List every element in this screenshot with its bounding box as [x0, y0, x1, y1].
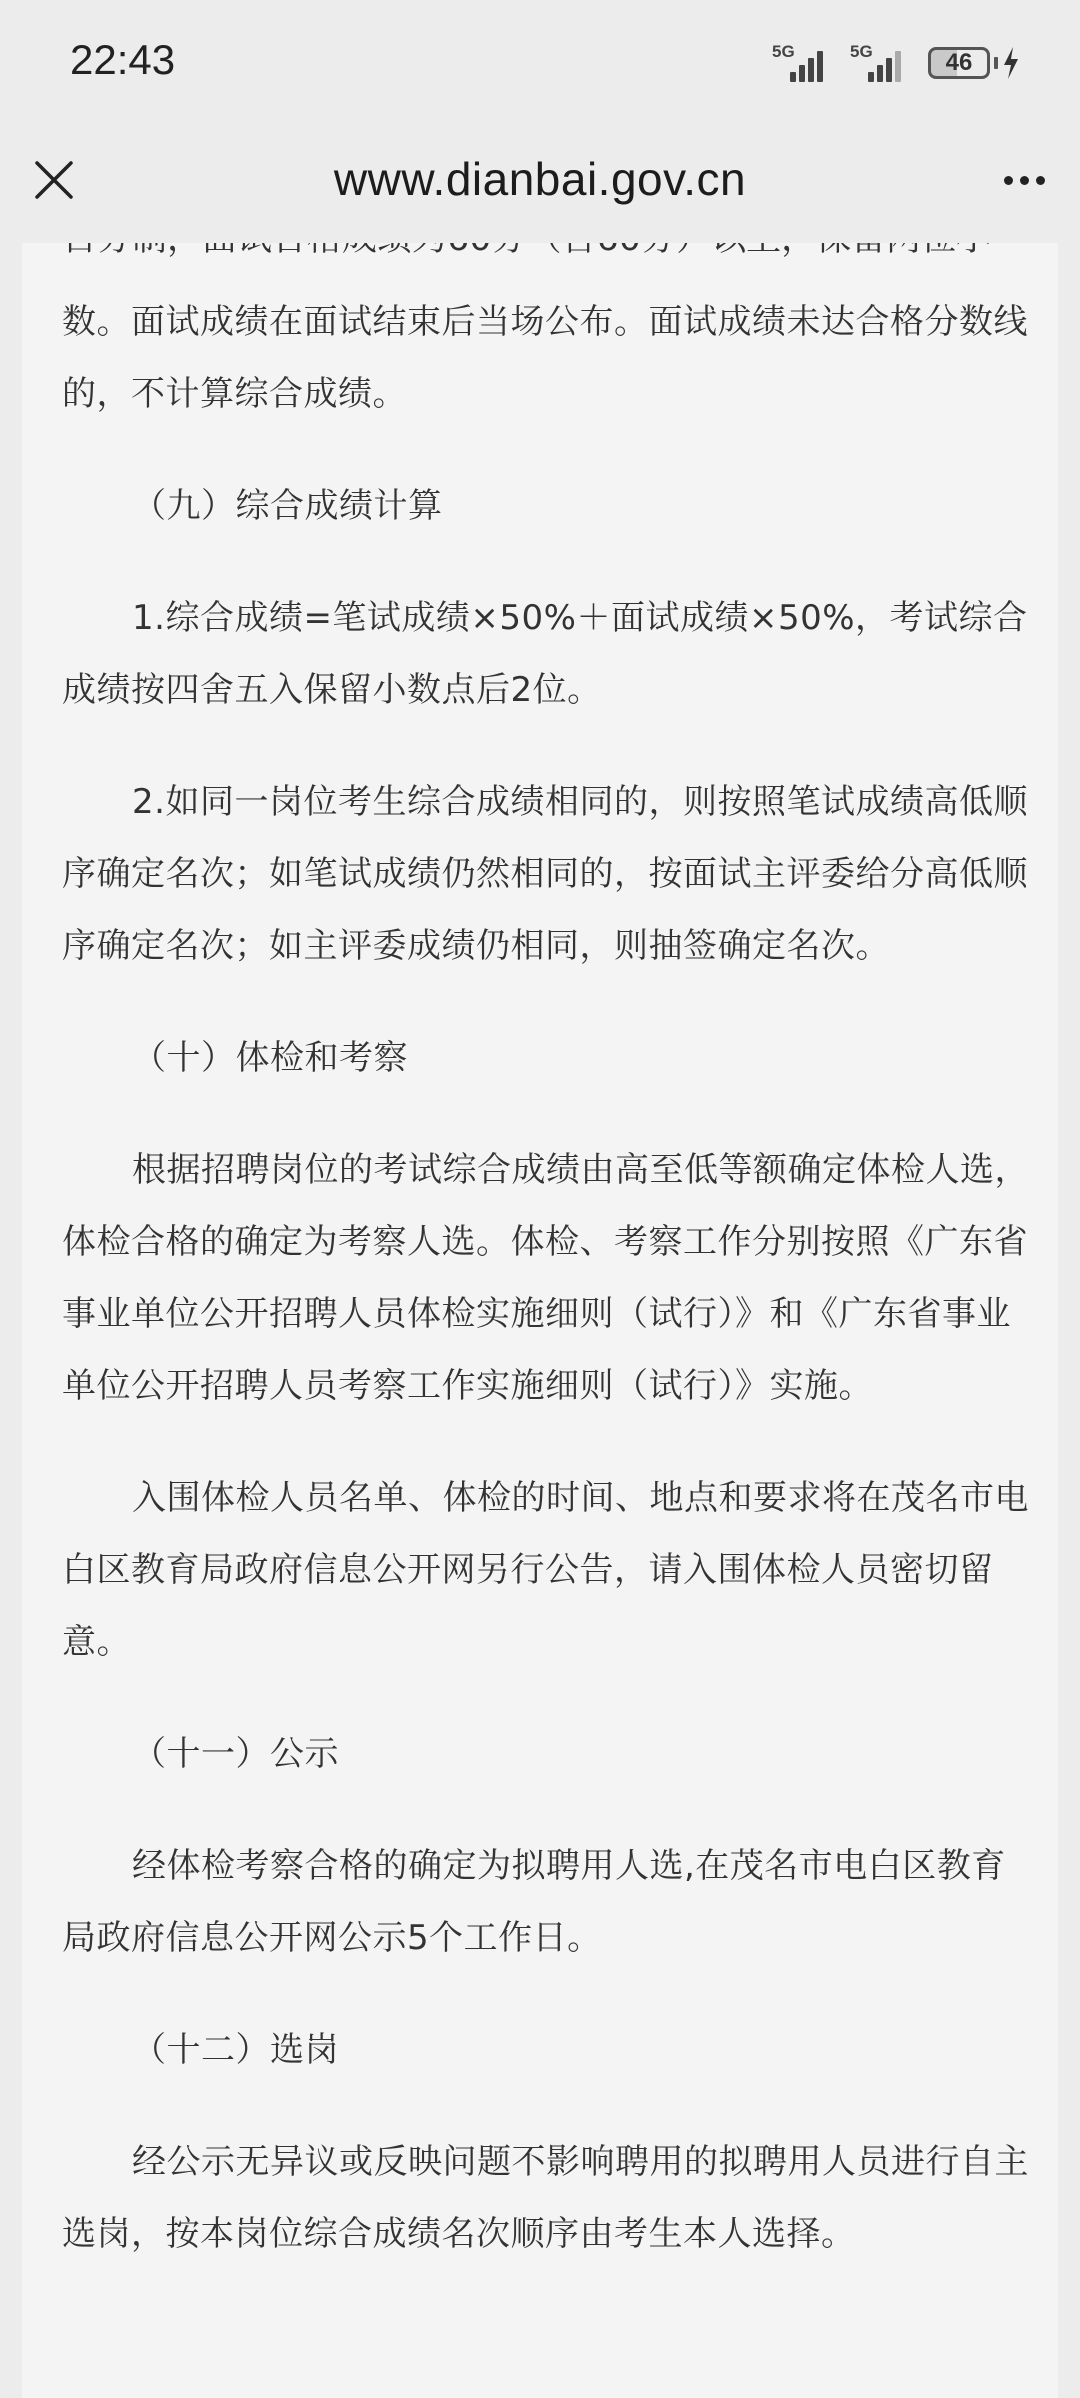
- dot-icon: [1020, 176, 1029, 185]
- section-heading-9: （九）综合成绩计算: [132, 486, 443, 526]
- status-indicators: [772, 44, 1020, 82]
- more-options-button[interactable]: [994, 152, 1054, 208]
- charging-icon: [1002, 47, 1020, 79]
- section-heading-10: （十）体检和考察: [132, 1038, 408, 1078]
- paragraph: 数。面试成绩在面试结束后当场公布。面试成绩未达合格分数线的，不计算综合成绩。: [62, 302, 1028, 414]
- section-heading-11: （十一）公示: [132, 1734, 339, 1774]
- article-body: [62, 286, 1037, 2270]
- status-time: 22:43: [70, 36, 176, 83]
- paragraph: 经公示无异议或反映问题不影响聘用的拟聘用人员进行自主选岗，按本岗位综合成绩名次顺序由考生本人选择。: [62, 2142, 1029, 2254]
- dot-icon: [1036, 176, 1045, 185]
- paragraph: 2.如同一岗位考生综合成绩相同的，则按照笔试成绩高低顺序确定名次；如笔试成绩仍然相同的，按面试主评委给分高低顺序确定名次；如主评委成绩仍相同，则抽签确定名次。: [62, 782, 1028, 966]
- paragraph: 1.综合成绩=笔试成绩×50%＋面试成绩×50%，考试综合成绩按四舍五入保留小数点后2位。: [62, 598, 1028, 710]
- signal-5g-icon: 5G: [772, 44, 832, 82]
- section-heading-12: （十二）选岗: [132, 2030, 339, 2070]
- dot-icon: [1004, 176, 1013, 185]
- paragraph: 经体检考察合格的确定为拟聘用人选,在茂名市电白区教育局政府信息公开网公示5个工作日。: [62, 1846, 1006, 1958]
- paragraph: 根据招聘岗位的考试综合成绩由高至低等额确定体检人选，体检合格的确定为考察人选。体检、考察工作分别按照《广东省事业单位公开招聘人员体检实施细则（试行）》和《广东省事业单位公开招聘人员考察工作实施细则（试行）》实施。: [62, 1150, 1029, 1406]
- url-display[interactable]: www.dianbai.gov.cn: [333, 153, 747, 205]
- article-content: [22, 243, 1058, 2398]
- signal-5g-icon: 5G: [850, 44, 910, 82]
- browser-navbar: [0, 130, 1080, 242]
- battery-icon: [928, 47, 1020, 79]
- paragraph: 入围体检人员名单、体检的时间、地点和要求将在茂名市电白区教育局政府信息公开网另行公告，请入围体检人员密切留意。: [62, 1478, 1029, 1662]
- browser-header: [0, 0, 1080, 243]
- battery-level: 46: [928, 47, 990, 79]
